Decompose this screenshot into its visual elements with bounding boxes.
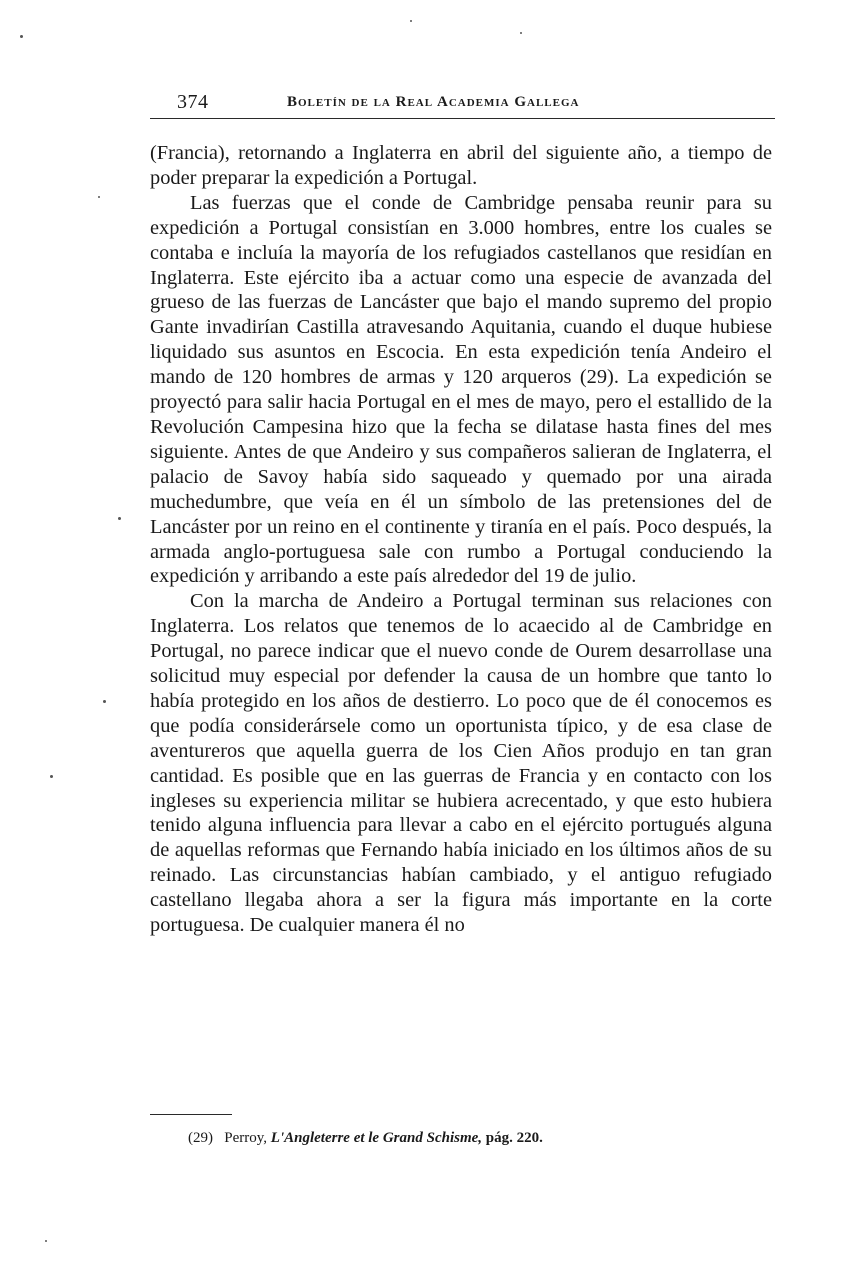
scan-speck	[118, 517, 121, 520]
scan-speck	[50, 775, 53, 778]
scan-speck	[520, 32, 522, 34]
paragraph-2: Las fuerzas que el conde de Cambridge pensaba reunir para su expedición a Portugal consistían en 3.000 hombres, entre los cuales se contaba e incluía la mayoría de los refugiados castellanos que residían en Inglaterra. Este ejército iba a actuar como una especie de avanzada del grueso de las fuerzas de Lancáster que bajo el mando supremo del propio Gante invadirían Castilla atravesando Aquitania, cuando el duque hubiese liquidado sus asuntos en Escocia. En esta expedición tenía Andeiro el mando de 120 hombres de armas y 120 arqueros (29). La expedición se proyectó para salir hacia Portugal en el mes de mayo, pero el estallido de la Revolución Campesina hizo que la fecha se dilatase hasta fines del mes siguiente. Antes de que Andeiro y sus compañeros salieran de Inglaterra, el palacio de Savoy había sido saqueado y quemado por una airada muchedumbre, que veía en él un símbolo de las pretensiones del de Lancáster por un reino en el continente y tiranía en el país. Poco después, la armada anglo-portuguesa sale con rumbo a Portugal conduciendo la expedición y arribando a este país alrededor del 19 de julio.	[150, 191, 772, 588]
running-title: Boletín de la Real Academia Gallega	[287, 94, 580, 110]
scan-speck	[20, 35, 23, 38]
scan-speck	[45, 1240, 47, 1242]
footnote-rule	[150, 1114, 232, 1115]
paragraph-3: Con la marcha de Andeiro a Portugal terminan sus relaciones con Inglaterra. Los relatos que tenemos de lo acaecido al de Cambridge en Portugal, no parece indicar que el nuevo conde de Ourem desarrollase una solicitud muy especial por defender la causa de un hombre que tanto lo había protegido en los años de destierro. Lo poco que de él conocemos es que podía considerársele como un oportunista típico, y de esa clase de aventureros que aquella guerra de los Cien Años produjo en tan gran cantidad. Es posible que en las guerras de Francia y en contacto con los ingleses su experiencia militar se hubiera acrecentado, y que esto hubiera tenido alguna influencia para llevar a cabo en el ejército portugués alguna de aquellas reformas que Fernando había iniciado en los últimos años de su reinado. Las circunstancias habían cambiado, y el antiguo refugiado castellano llegaba ahora a ser la figura más importante en la corte portuguesa. De cualquier manera él no	[150, 590, 772, 937]
footnote	[188, 1128, 543, 1148]
scan-speck	[103, 700, 106, 703]
footnote-author: Perroy,	[224, 1130, 268, 1146]
footnote-work-title: L'Angleterre et le Grand Schisme,	[270, 1130, 483, 1146]
paragraph-1: (Francia), retornando a Inglaterra en abril del siguiente año, a tiempo de poder preparar la expedición a Portugal.	[150, 142, 772, 189]
header-rule	[150, 118, 775, 119]
page-number: 374	[177, 91, 209, 113]
page-header	[150, 88, 775, 120]
body-text	[150, 141, 772, 938]
scan-speck	[410, 20, 412, 22]
footnote-number: (29)	[188, 1130, 213, 1146]
scan-speck	[98, 196, 100, 198]
footnote-page: pág. 220.	[485, 1130, 543, 1146]
